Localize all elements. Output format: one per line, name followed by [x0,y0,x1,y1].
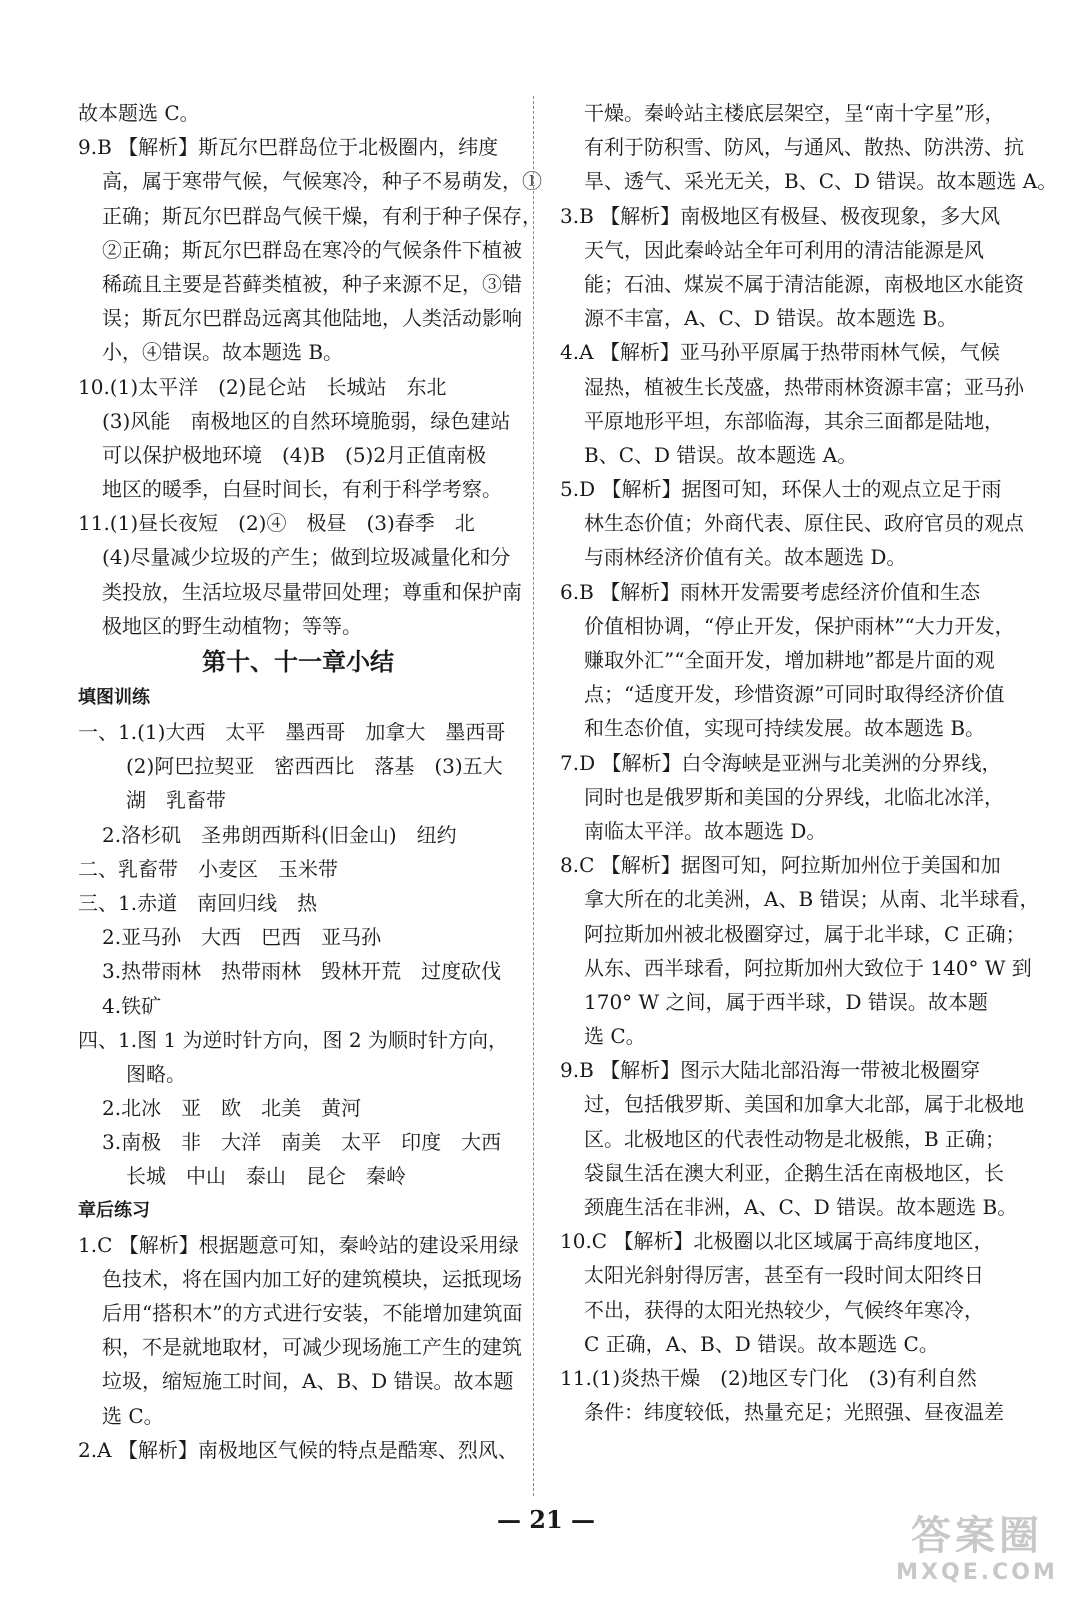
text-line: 湖 乳畜带 [126,788,226,813]
left-text-block-2 [78,715,518,1194]
text-line: (4)尽量减少垃圾的产生；做到垃圾减量化和分 [102,545,511,570]
text-line: 天气，因此秦岭站全年可利用的清洁能源是风 [584,237,984,262]
text-line: 9.B 【解析】斯瓦尔巴群岛位于北极圈内，纬度 [78,135,499,160]
section-chapter-exercises: 章后练习 [78,1199,150,1221]
text-line: 1.C 【解析】根据题意可知，秦岭站的建设采用绿 [78,1232,519,1257]
text-line: 10.(1)太平洋 (2)昆仑站 长城站 东北 [78,374,447,399]
watermark-url: MXQE.COM [896,1560,1058,1585]
text-line: 旱、透气、采光无关，B、C、D 错误。故本题选 A。 [584,169,1058,194]
text-line: 小，④错误。故本题选 B。 [102,340,344,365]
text-line: 三、1.赤道 南回归线 热 [78,890,318,915]
text-line: 垃圾，缩短施工时间，A、B、D 错误。故本题 [102,1369,514,1394]
text-line: 湿热，植被生长茂盛，热带雨林资源丰富；亚马孙 [584,374,1024,399]
text-line: 色技术，将在国内加工好的建筑模块，运抵现场 [102,1266,522,1291]
text-line: 点；“适度开发，珍惜资源”可同时取得经济价值 [584,682,1005,707]
text-line: 南临太平洋。故本题选 D。 [584,818,827,843]
text-line: 不出，获得的太阳光热较少，气候终年寒冷， [584,1297,984,1322]
text-line: 地区的暖季，白昼时间长，有利于科学考察。 [102,477,502,502]
text-line: C 正确，A、B、D 错误。故本题选 C。 [584,1331,939,1356]
text-line: 积，不是就地取材，可减少现场施工产生的建筑 [102,1335,522,1360]
text-line: 3.南极 非 大洋 南美 太平 印度 大西 [102,1130,502,1155]
text-line: 有利于防积雪、防风，与通风、散热、防洪涝、抗 [584,135,1024,160]
text-line: (2)阿巴拉契亚 密西西比 落基 (3)五大 [126,754,503,779]
left-text-block-1 [78,96,542,643]
text-line: 干燥。秦岭站主楼底层架空，呈“南十字星”形， [584,101,1005,125]
text-line: 可以保护极地环境 (4)B (5)2月正值南极 [102,442,487,467]
text-line: 拿大所在的北美洲，A、B 错误；从南、北半球看， [584,887,1040,912]
text-line: 和生态价值，实现可持续发展。故本题选 B。 [584,716,986,741]
text-line: 9.B 【解析】图示大陆北部沿海一带被北极圈穿 [560,1058,981,1083]
text-line: 区。北极地区的代表性动物是北极熊，B 正确； [584,1126,1006,1151]
text-line: 源不丰富，A、C、D 错误。故本题选 B。 [584,306,958,331]
watermark-text: 答案圈 [911,1513,1043,1559]
text-line: 6.B 【解析】雨林开发需要考虑经济价值和生态 [560,579,981,604]
text-line: 2.亚马孙 大西 巴西 亚马孙 [102,925,382,950]
text-line: 一、1.(1)大西 太平 墨西哥 加拿大 墨西哥 [78,720,506,744]
text-line: 二、乳畜带 小麦区 玉米带 [78,856,338,881]
right-column [560,96,1058,1429]
text-line: 袋鼠生活在澳大利亚，企鹅生活在南极地区，长 [584,1160,1004,1185]
text-line: 2.北冰 亚 欧 北美 黄河 [102,1096,362,1121]
text-line: 10.C 【解析】北极圈以北区域属于高纬度地区， [560,1229,994,1254]
text-line: 后用“搭积木”的方式进行安装，不能增加建筑面 [102,1301,523,1325]
left-column [78,96,542,1467]
left-text-block-3 [78,1228,523,1467]
text-line: 选 C。 [584,1024,646,1049]
text-line: 平原地形平坦，东部临海，其余三面都是陆地， [584,408,1004,433]
text-line: 5.D 【解析】据图可知，环保人士的观点立足于雨 [560,477,1002,502]
text-line: 3.B 【解析】南极地区有极昼、极夜现象，多大风 [560,203,1001,228]
text-line: 稀疏且主要是苔藓类植被，种子来源不足，③错 [102,271,522,296]
text-line: 阿拉斯加州被北极圈穿过，属于北半球，C 正确； [584,921,1026,946]
text-line: 能；石油、煤炭不属于清洁能源，南极地区水能资 [584,271,1024,296]
text-line: 2.洛杉矶 圣弗朗西斯科(旧金山) 纽约 [102,822,457,847]
column-divider [533,96,534,1496]
text-line: 7.D 【解析】白令海峡是亚洲与北美洲的分界线， [560,750,1002,775]
text-line: 类投放，生活垃圾尽量带回处理；尊重和保护南 [102,579,522,604]
text-line: 同时也是俄罗斯和美国的分界线，北临北冰洋， [584,784,1004,809]
text-line: 与雨林经济价值有关。故本题选 D。 [584,545,907,570]
text-line: 高，属于寒带气候，气候寒冷，种子不易萌发，① [102,169,542,194]
text-line: 价值相协调，“停止开发，保护雨林”“大力开发， [584,613,1015,638]
section-fill-map-training: 填图训练 [78,687,150,708]
text-line: 170° W 之间，属于西半球，D 错误。故本题 [584,989,988,1014]
text-line: 太阳光斜射得厉害，甚至有一段时间太阳终日 [584,1263,984,1288]
text-line: 四、1.图 1 为逆时针方向，图 2 为顺时针方向， [78,1027,508,1052]
text-line: 2.A 【解析】南极地区气候的特点是酷寒、烈风、 [78,1437,518,1462]
text-line: 3.热带雨林 热带雨林 毁林开荒 过度砍伐 [102,959,502,984]
text-line: 4.A 【解析】亚马孙平原属于热带雨林气候，气候 [560,340,1000,365]
text-line: 11.(1)炎热干燥 (2)地区专门化 (3)有利自然 [560,1365,977,1390]
text-line: 过，包括俄罗斯、美国和加拿大北部，属于北极地 [584,1092,1024,1117]
text-line: 11.(1)昼长夜短 (2)④ 极昼 (3)春季 北 [78,511,475,536]
watermark-logo [872,1512,1082,1592]
text-line: 正确；斯瓦尔巴群岛气候干燥，有利于种子保存， [102,203,542,228]
text-line: 长城 中山 泰山 昆仑 秦岭 [126,1164,406,1189]
text-line: 4.铁矿 [102,993,162,1018]
text-line: B、C、D 错误。故本题选 A。 [584,442,858,467]
text-line: 极地区的野生动植物；等等。 [102,613,362,638]
text-line: 选 C。 [102,1403,164,1428]
text-line: (3)风能 南极地区的自然环境脆弱，绿色建站 [102,408,511,433]
text-line: 赚取外汇”“全面开发，增加耕地”都是片面的观 [584,648,995,672]
text-line: 故本题选 C。 [78,101,200,125]
right-text-block [560,96,1058,1429]
text-line: 林生态价值；外商代表、原住民、政府官员的观点 [584,511,1024,536]
text-line: 8.C 【解析】据图可知，阿拉斯加州位于美国和加 [560,853,1001,878]
chapter-summary-heading: 第十、十一章小结 [202,648,394,676]
text-line: 条件：纬度较低，热量充足；光照强、昼夜温差 [584,1400,1004,1425]
text-line: 颈鹿生活在非洲，A、C、D 错误。故本题选 B。 [584,1195,1018,1219]
text-line: 从东、西半球看，阿拉斯加州大致位于 140° W 到 [584,955,1032,980]
text-line: ②正确；斯瓦尔巴群岛在寒冷的气候条件下植被 [102,237,522,262]
page-number: — 21 — [496,1505,596,1534]
text-line: 图略。 [126,1061,186,1086]
text-line: 误；斯瓦尔巴群岛远离其他陆地，人类活动影响 [102,306,522,331]
